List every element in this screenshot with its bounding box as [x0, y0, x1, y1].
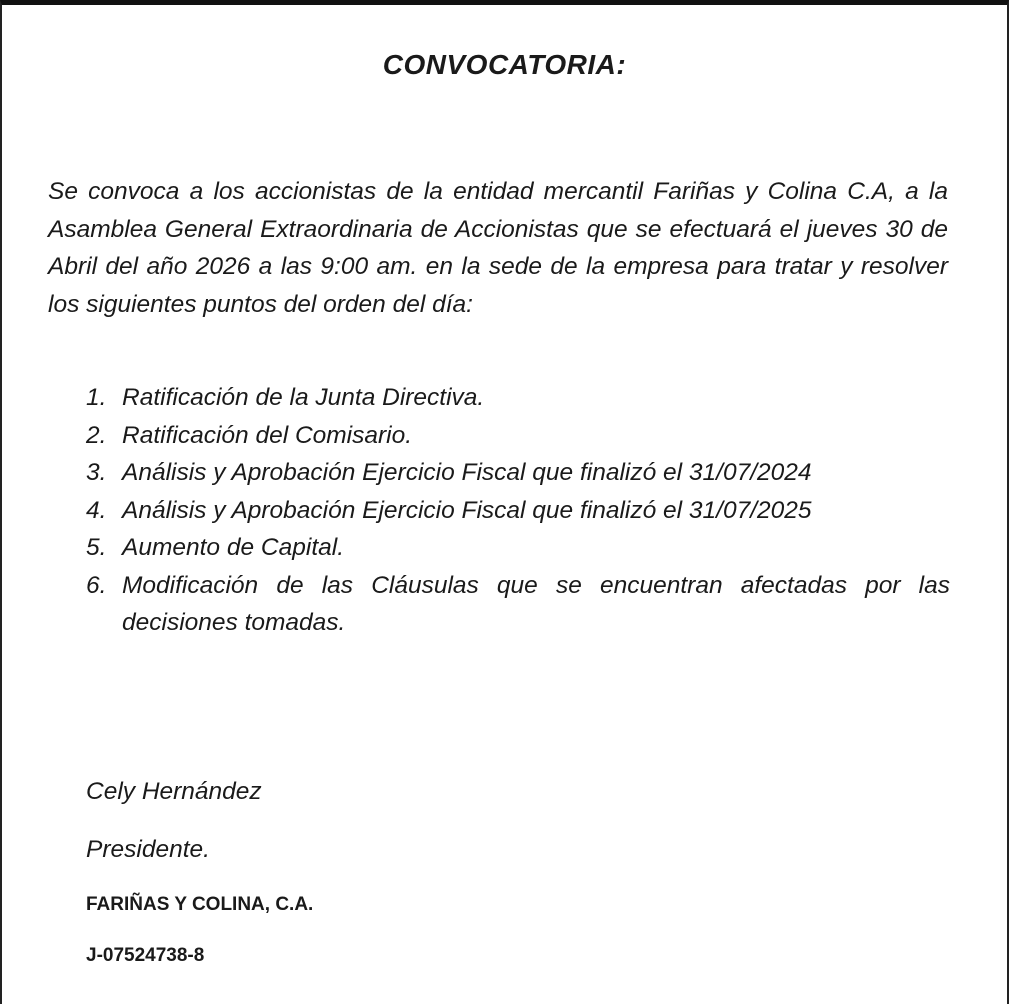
agenda-text: Modificación de las Cláusulas que se encuentran afectadas por las decisiones tomadas.: [122, 571, 950, 636]
agenda-list: [2, 379, 1007, 642]
agenda-item-5: [2, 529, 950, 567]
document-title: CONVOCATORIA:: [382, 49, 627, 80]
agenda-item-3: [2, 454, 950, 492]
agenda-text: Análisis y Aprobación Ejercicio Fiscal que finalizó el 31/07/2025: [122, 496, 812, 524]
agenda-number: 1.: [86, 384, 107, 411]
agenda-number: 2.: [86, 421, 107, 449]
intro-paragraph: Se convoca a los accionistas de la entidad mercantil Fariñas y Colina C.A, a la Asamblea General Extraordinaria de Accionistas que se efectuará el jueves 30 de Abril del año 2026 a las 9:00 am. en la sede de la empresa para tratar y resolver los siguientes puntos del orden del día:: [48, 178, 948, 318]
agenda-number: 6.: [86, 571, 107, 599]
agenda-text: Análisis y Aprobación Ejercicio Fiscal que finalizó el 31/07/2024: [122, 459, 812, 486]
company-name: FARIÑAS Y COLINA, C.A.: [86, 894, 314, 915]
signatory-name: Cely Hernández: [86, 778, 262, 805]
agenda-text: Ratificación de la Junta Directiva.: [122, 384, 485, 411]
agenda-text: Ratificación del Comisario.: [122, 421, 413, 449]
signatory-role: Presidente.: [86, 836, 210, 863]
agenda-item-1: [2, 379, 950, 417]
agenda-item-4: [2, 492, 950, 530]
agenda-text: Aumento de Capital.: [122, 534, 344, 561]
agenda-item-2: [2, 417, 950, 455]
company-rif: J-07524738-8: [86, 945, 205, 966]
agenda-number: 3.: [86, 459, 107, 486]
agenda-number: 4.: [86, 496, 107, 524]
agenda-item-6: [2, 567, 950, 642]
agenda-number: 5.: [86, 534, 107, 561]
